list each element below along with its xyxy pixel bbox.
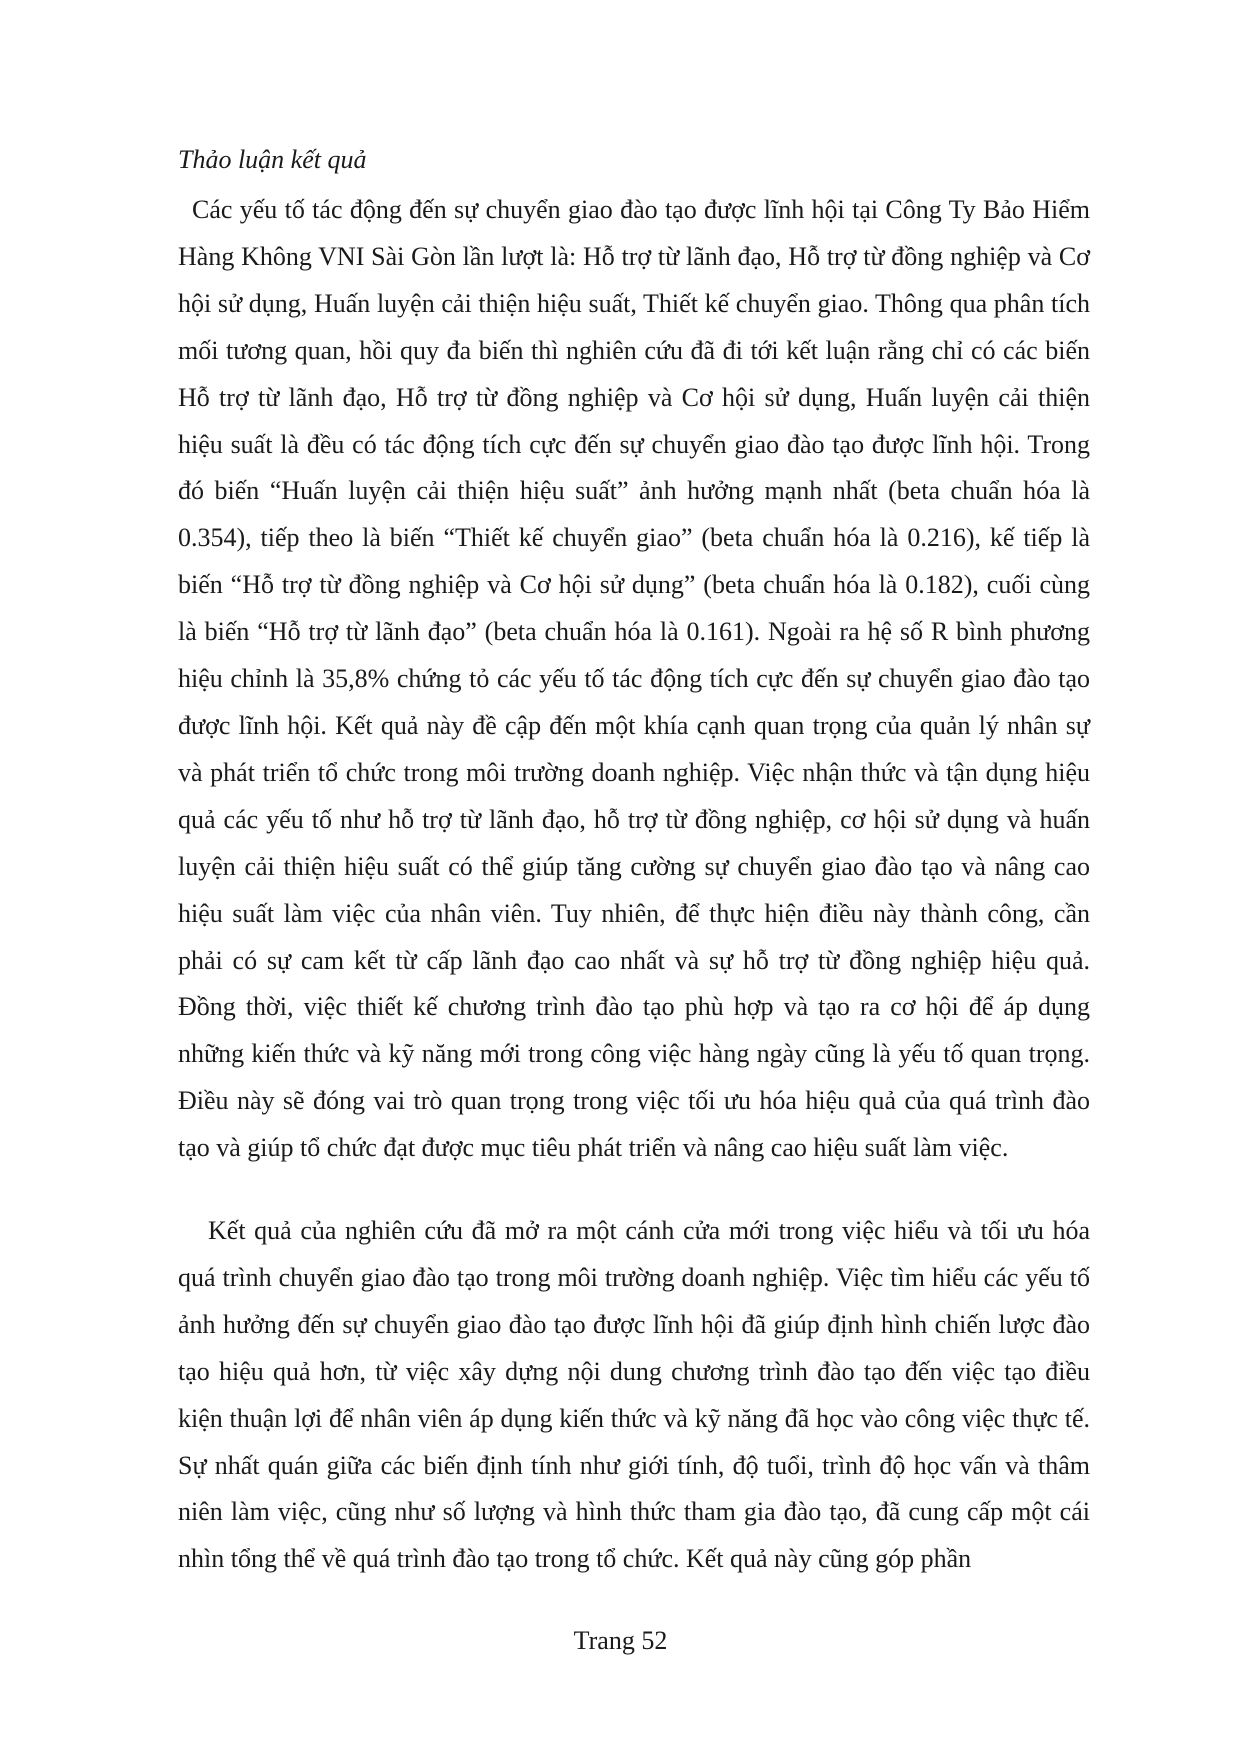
paragraph-2: Kết quả của nghiên cứu đã mở ra một cánh cửa mới trong việc hiểu và tối ưu hóa quá trình chuyển giao đào tạo trong môi trường doanh nghiệp. Việc tìm hiểu các yếu tố ảnh hưởng đến sự chuyển giao đào tạo được lĩnh hội đã giúp định hình chiến lược đào tạo hiệu quả hơn, từ việc xây dựng nội dung chương trình đào tạo đến việc tạo điều kiện thuận lợi để nhân viên áp dụng kiến thức và kỹ năng đã học vào công việc thực tế. Sự nhất quán giữa các biến định tính như giới tính, độ tuổi, trình độ học vấn và thâm niên làm việc, cũng như số lượng và hình thức tham gia đào tạo, đã cung cấp một cái nhìn tổng thể về quá trình đào tạo trong tổ chức. Kết quả này cũng góp phần: [178, 1216, 1090, 1574]
section-heading: Thảo luận kết quả: [178, 145, 367, 174]
paragraph-1: Các yếu tố tác động đến sự chuyển giao đào tạo được lĩnh hội tại Công Ty Bảo Hiểm Hàng Không VNI Sài Gòn lần lượt là: Hỗ trợ từ lãnh đạo, Hỗ trợ từ đồng nghiệp và Cơ hội sử dụng, Huấn luyện cải thiện hiệu suất, Thiết kế chuyển giao. Thông qua phân tích mối tương quan, hồi quy đa biến thì nghiên cứu đã đi tới kết luận rằng chỉ có các biến Hỗ trợ từ lãnh đạo, Hỗ trợ từ đồng nghiệp và Cơ hội sử dụng, Huấn luyện cải thiện hiệu suất là đều có tác động tích cực đến sự chuyển giao đào tạo được lĩnh hội. Trong đó biến “Huấn luyện cải thiện hiệu suất” ảnh hưởng mạnh nhất (beta chuẩn hóa là 0.354), tiếp theo là biến “Thiết kế chuyển giao” (beta chuẩn hóa là 0.216), kế tiếp là biến “Hỗ trợ từ đồng nghiệp và Cơ hội sử dụng” (beta chuẩn hóa là 0.182), cuối cùng là biến “Hỗ trợ từ lãnh đạo” (beta chuẩn hóa là 0.161). Ngoài ra hệ số R bình phương hiệu chỉnh là 35,8% chứng tỏ các yếu tố tác động tích cực đến sự chuyển giao đào tạo được lĩnh hội. Kết quả này đề cập đến một khía cạnh quan trọng của quản lý nhân sự và phát triển tổ chức trong môi trường doanh nghiệp. Việc nhận thức và tận dụng hiệu quả các yếu tố như hỗ trợ từ lãnh đạo, hỗ trợ từ đồng nghiệp, cơ hội sử dụng và huấn luyện cải thiện hiệu suất có thể giúp tăng cường sự chuyển giao đào tạo và nâng cao hiệu suất làm việc của nhân viên. Tuy nhiên, để thực hiện điều này thành công, cần phải có sự cam kết từ cấp lãnh đạo cao nhất và sự hỗ trợ từ đồng nghiệp hiệu quả. Đồng thời, việc thiết kế chương trình đào tạo phù hợp và tạo ra cơ hội để áp dụng những kiến thức và kỹ năng mới trong công việc hàng ngày cũng là yếu tố quan trọng. Điều này sẽ đóng vai trò quan trọng trong việc tối ưu hóa hiệu quả của quá trình đào tạo và giúp tổ chức đạt được mục tiêu phát triển và nâng cao hiệu suất làm việc.: [178, 195, 1090, 1163]
page-number: Trang 52: [573, 1626, 668, 1655]
